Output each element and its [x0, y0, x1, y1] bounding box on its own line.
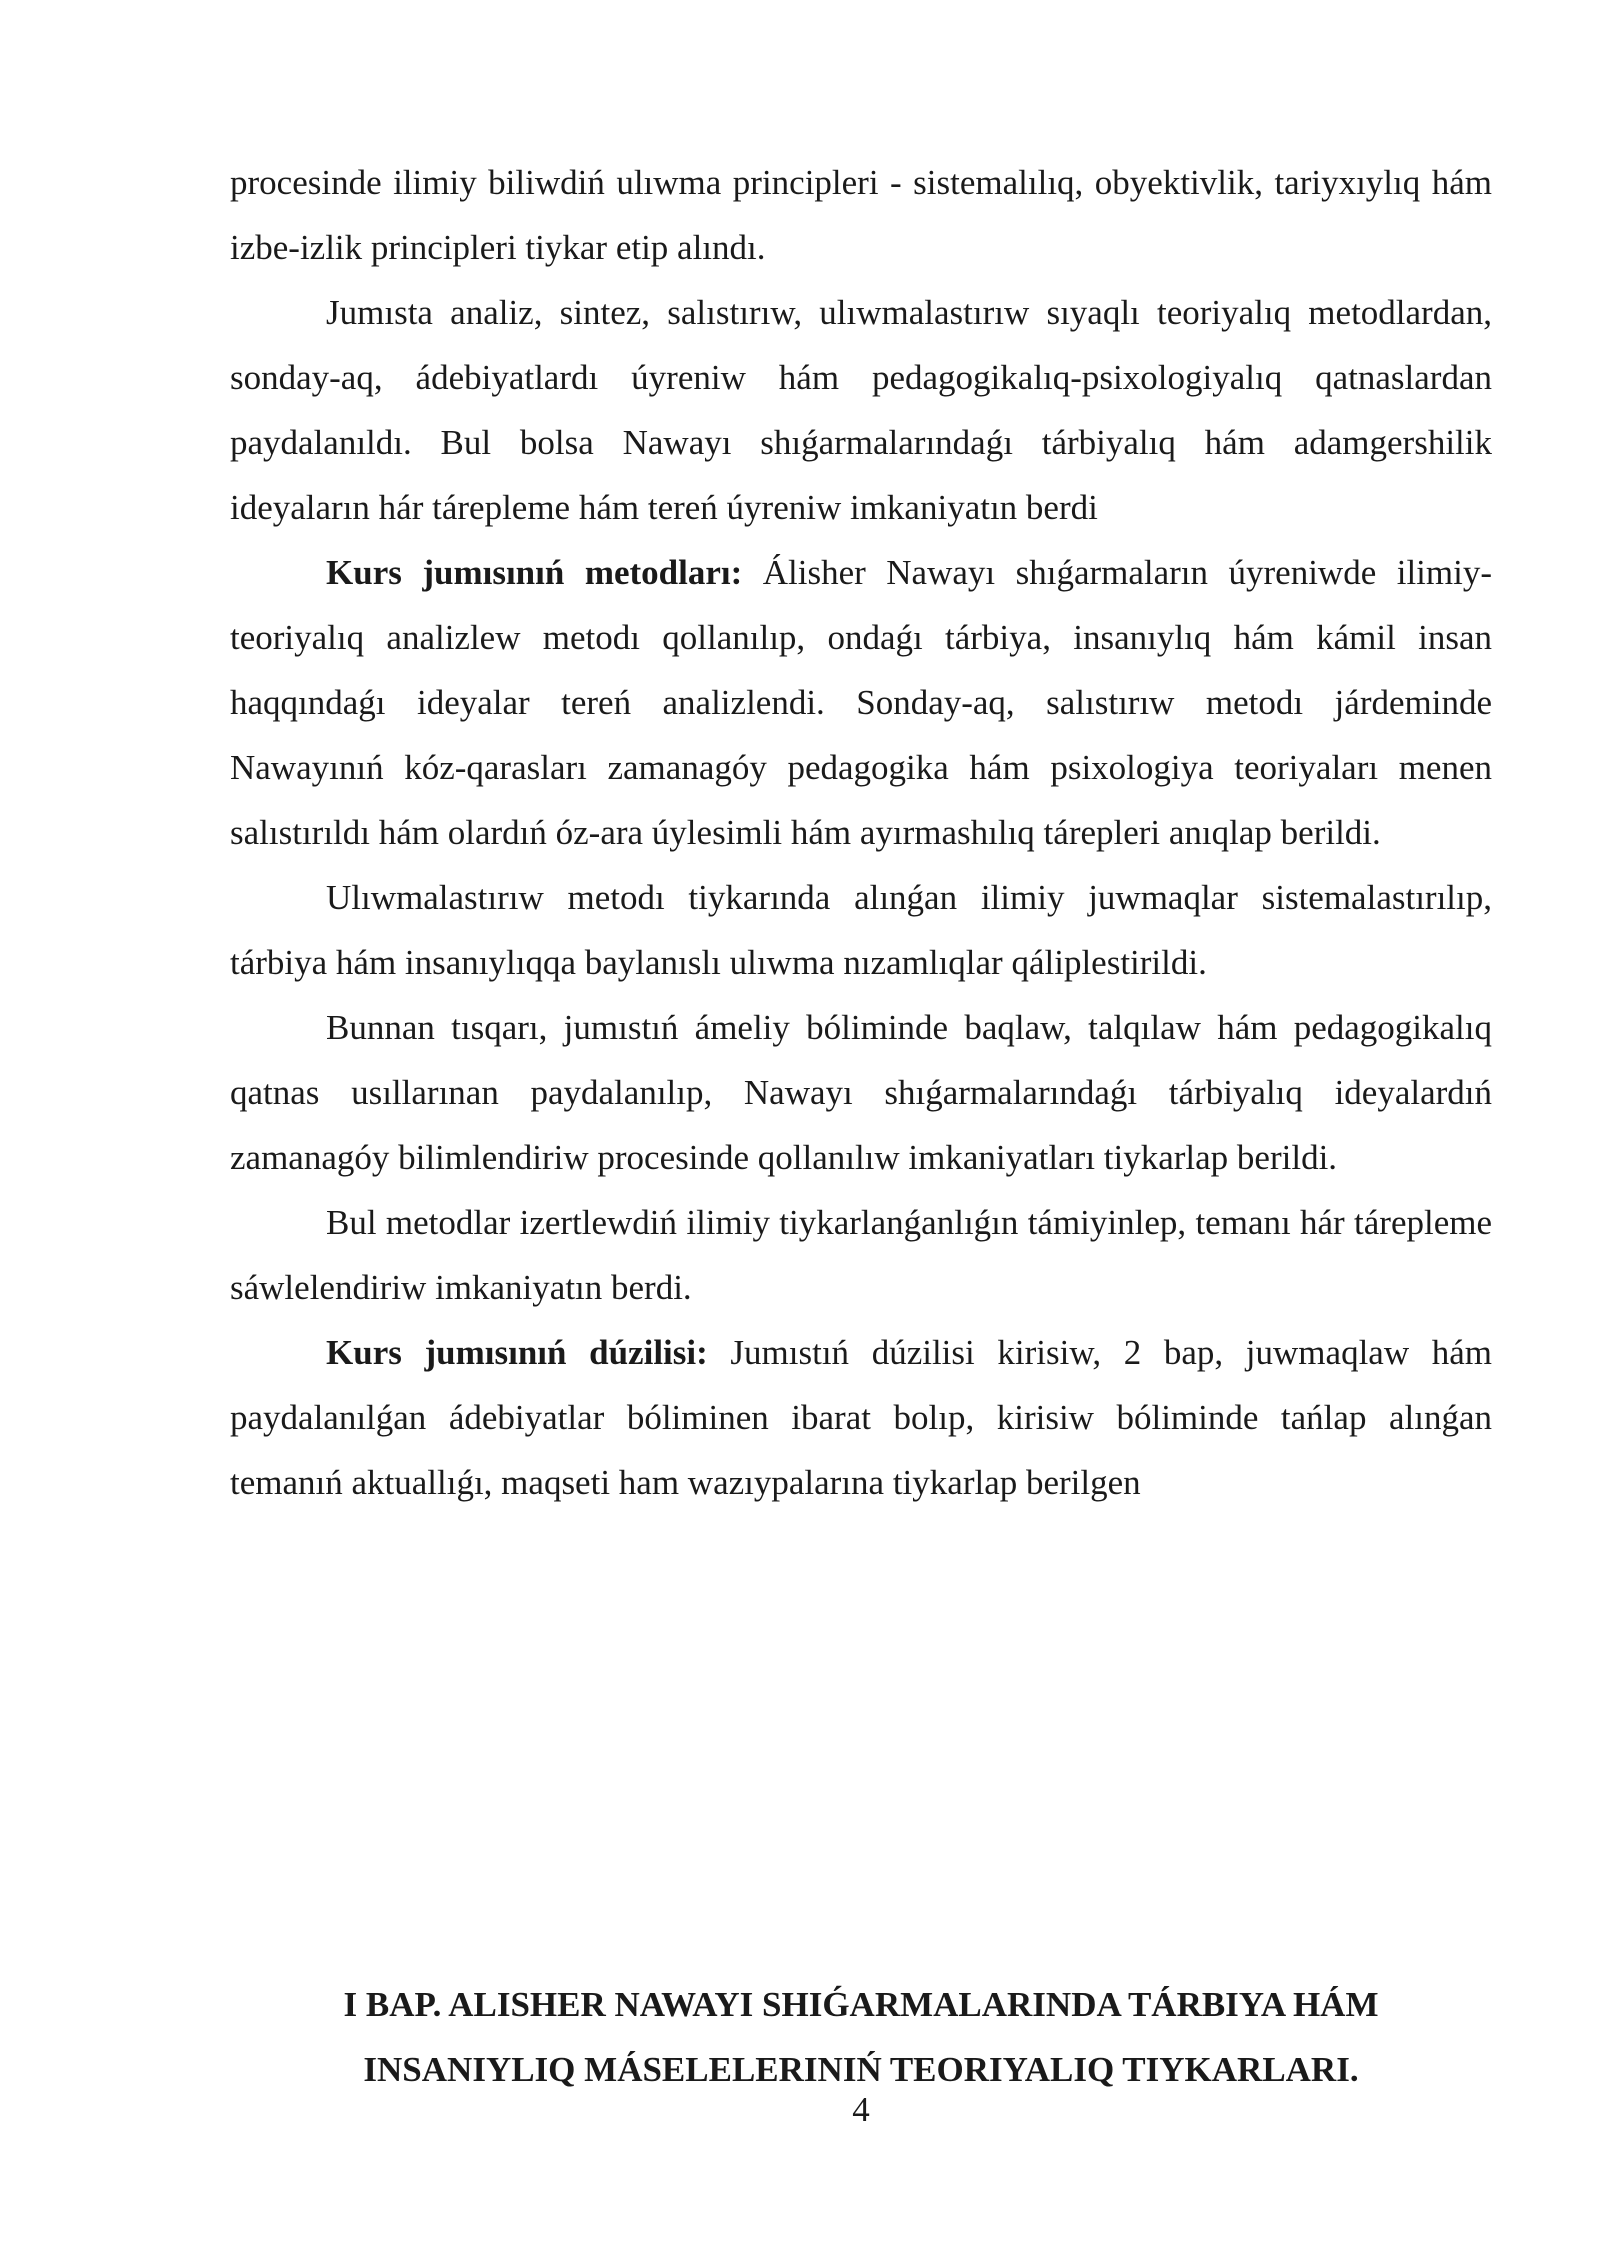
paragraph-text: Jumısta analiz, sintez, salıstırıw, ulıwmalastırıw sıyaqlı teoriyalıq metodlardan, sonday-aq, ádebiyatlardı úyreniw hám pedagogikalıq-psixologiyalıq qatnaslardan paydalanıldı. Bul bolsa Nawayı shıǵarmalarındaǵı tárbiyalıq hám adamgershilik ideyaların hár tárepleme hám tereń úyreniw imkaniyatın berdi	[230, 293, 1492, 527]
paragraph-lead: Kurs jumısınıń metodları:	[326, 553, 743, 592]
chapter-heading	[230, 1972, 1492, 2102]
page-number: 4	[852, 2090, 870, 2129]
paragraph-lead: Kurs jumısınıń dúzilisi:	[326, 1333, 708, 1372]
paragraph-text: Álisher Nawayı shıǵarmaların úyreniwde ilimiy-teoriyalıq analizlew metodı qollanılıp, ondaǵı tárbiya, insanıylıq hám kámil insan haqqındaǵı ideyalar tereń analizlendi. Sonday-aq, salıstırıw metodı járdeminde Nawayınıń kóz-qarasları zamanagóy pedagogika hám psixologiya teoriyaları menen salıstırıldı hám olardıń óz-ara úylesimli hám ayırmashılıq tárepleri anıqlap berildi.	[230, 553, 1492, 852]
paragraph-methods-general	[230, 280, 1492, 540]
body-text	[230, 150, 1492, 1515]
paragraph-methods	[230, 540, 1492, 865]
paragraph-generalization	[230, 865, 1492, 995]
paragraph-structure	[230, 1320, 1492, 1515]
paragraph-text: Jumıstıń dúzilisi kirisiw, 2 bap, juwmaqlaw hám paydalanılǵan ádebiyatlar bóliminen ibarat bolıp, kirisiw bóliminde tańlap alınǵan temanıń aktuallıǵı, maqseti ham wazıypalarına tiykarlap berilgen	[230, 1333, 1493, 1502]
paragraph-practical	[230, 995, 1492, 1190]
paragraph-text: Bul metodlar izertlewdiń ilimiy tiykarlanǵanlıǵın támiyinlep, temanı hár tárepleme sáwlelendiriw imkaniyatın berdi.	[230, 1203, 1492, 1307]
paragraph-text: Ulıwmalastırıw metodı tiykarında alınǵan ilimiy juwmaqlar sistemalastırılıp, tárbiya hám insanıylıqqa baylanıslı ulıwma nızamlıqlar qáliplestirildi.	[230, 878, 1492, 982]
paragraph-continued	[230, 150, 1492, 280]
paragraph-text: Bunnan tısqarı, jumıstıń ámeliy bóliminde baqlaw, talqılaw hám pedagogikalıq qatnas usıllarınan paydalanılıp, Nawayı shıǵarmalarındaǵı tárbiyalıq ideyalardıń zamanagóy bilimlendiriw procesinde qollanılıw imkaniyatları tiykarlap berildi.	[230, 1008, 1492, 1177]
chapter-heading-line: INSANIYLIQ MÁSELELERINIŃ TEORIYALIQ TIYKARLARI.	[363, 2050, 1359, 2089]
paragraph-conclusion	[230, 1190, 1492, 1320]
chapter-heading-line: I BAP. ALISHER NAWAYI SHIǴARMALARINDA TÁRBIYA HÁM	[343, 1985, 1379, 2024]
paragraph-text: procesinde ilimiy biliwdiń ulıwma principleri - sistemalılıq, obyektivlik, tariyxıylıq hám izbe-izlik principleri tiykar etip alındı.	[230, 163, 1492, 267]
